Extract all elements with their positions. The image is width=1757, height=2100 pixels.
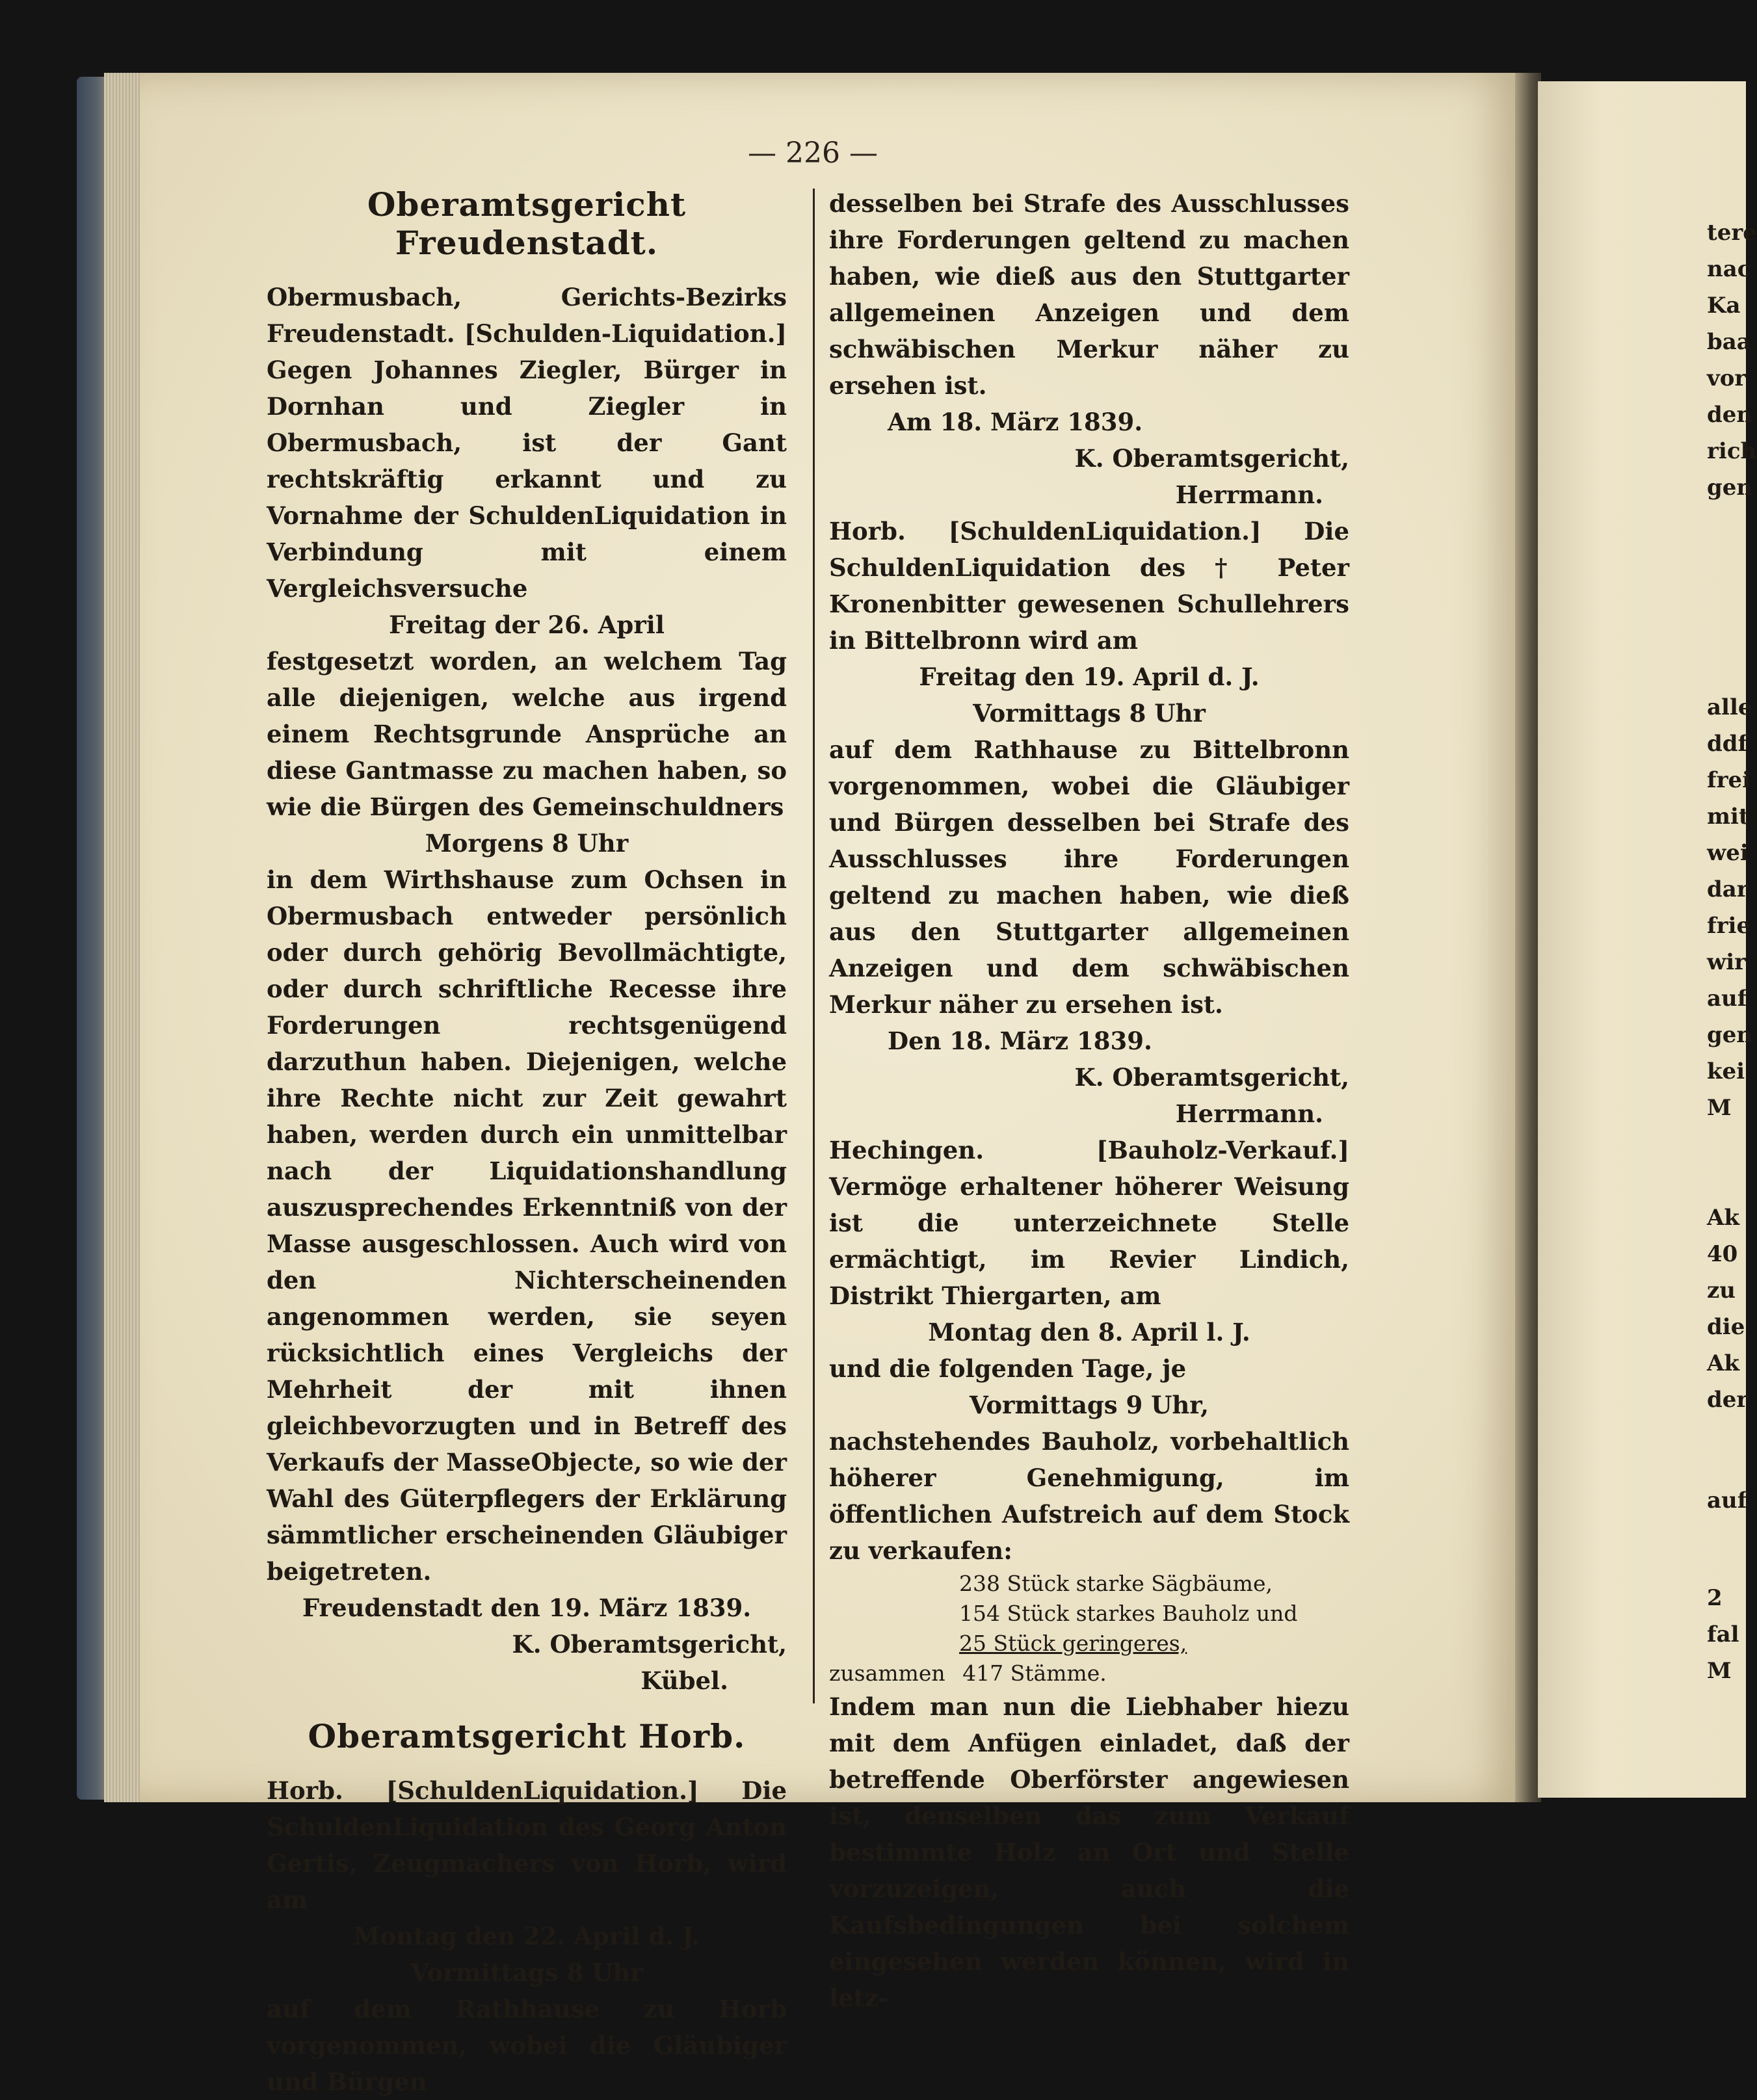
- column-divider: [813, 189, 815, 1703]
- date-line: Freitag der 26. April: [389, 610, 665, 639]
- next-page-fragment-group: [1707, 1580, 1739, 1689]
- fragment: tere: [1707, 220, 1757, 246]
- section-heading: Oberamtsgericht Freudenstadt.: [367, 185, 687, 262]
- list-item: 25 Stück geringeres,: [959, 1631, 1187, 1656]
- paragraph: Indem man nun die Liebhaber hiezu mit dem Anfügen einladet, daß der betreffende Oberförster angewiesen ist, denselben das zum Verkauf bestimmte Holz an Ort und Stelle vorzuzeigen, auch die Kaufsbedingungen bei solchem eingesehen werden können, wird in letz-: [829, 1692, 1349, 2012]
- signature-office: K. Oberamtsgericht,: [512, 1630, 787, 1659]
- fragment: mit: [1707, 804, 1749, 830]
- signature-name: Herrmann.: [1175, 480, 1323, 509]
- fragment: ddf: [1707, 731, 1748, 757]
- fragment: alle: [1707, 694, 1752, 720]
- fragment: 40: [1707, 1241, 1738, 1267]
- paragraph: festgesetzt worden, an welchem Tag alle diejenigen, welche aus irgend einem Rechtsgrunde Ansprüche an diese Gantmasse zu machen haben, so wie die Bürgen des Gemeinschuldners: [267, 647, 787, 821]
- fragment: die: [1707, 1314, 1745, 1340]
- fragment: M: [1707, 1658, 1732, 1684]
- date-line: Montag den 8. April l. J.: [928, 1318, 1250, 1346]
- paragraph: Horb. [SchuldenLiquidation.] Die SchuldenLiquidation des Georg Anton Gertis, Zeugmachers von Horb, wird am: [267, 1776, 787, 1914]
- paragraph: auf dem Rathhause zu Bittelbronn vorgenommen, wobei die Gläubiger und Bürgen desselben bei Strafe des Ausschlusses ihre Forderungen geltend zu machen haben, wie dieß aus den Stuttgarter allgemeinen Anzeigen und dem schwäbischen Merkur näher zu ersehen ist.: [829, 735, 1349, 1019]
- fragment: Ka: [1707, 293, 1741, 319]
- page-number: — 226 —: [748, 137, 878, 170]
- fragment: baa: [1707, 329, 1751, 355]
- fragment: frei: [1707, 767, 1751, 793]
- signature-date: Freudenstadt den 19. März 1839.: [302, 1594, 752, 1622]
- right-column: [829, 185, 1349, 2016]
- page-edges: [104, 73, 143, 1802]
- section-heading: Oberamtsgericht Horb.: [308, 1717, 746, 1755]
- timber-total: [829, 1659, 1349, 1688]
- fragment: frie: [1707, 913, 1751, 939]
- signature-name: Herrmann.: [1175, 1099, 1323, 1128]
- next-page-fragment-group: [1707, 215, 1757, 506]
- timber-list: [959, 1569, 1349, 1659]
- paragraph: in dem Wirthshause zum Ochsen in Obermusbach entweder persönlich oder durch gehörig Bevollmächtigte, oder durch schriftliche Recesse ihre Forderungen rechtsgenügend darzuthun haben. Diejenigen, welche ihre Rechte nicht zur Zeit gewahrt haben, werden durch ein unmittelbar nach der Liquidationshandlung auszusprechendes Erkenntniß von der Masse ausgeschlossen. Auch wird von den Nichterscheinenden angenommen werden, sie seyen rücksichtlich eines Vergleichs der Mehrheit der mit ihnen gleichbevorzugten und in Betreff des Verkaufs der MasseObjecte, so wie der Wahl des Güterpflegers der Erklärung sämmtlicher erscheinenden Gläubiger beigetreten.: [267, 865, 787, 1586]
- signature-date: Am 18. März 1839.: [888, 408, 1143, 436]
- left-column: [267, 185, 787, 2100]
- fragment: fal: [1707, 1621, 1739, 1647]
- book-gutter: [1515, 73, 1541, 1802]
- list-item: 154 Stück starkes Bauholz und: [959, 1601, 1298, 1626]
- list-item: 238 Stück starke Sägbäume,: [959, 1571, 1273, 1596]
- fragment: zu: [1707, 1278, 1736, 1304]
- time-line: Vormittags 9 Uhr,: [970, 1391, 1209, 1419]
- fragment: der: [1707, 1387, 1749, 1413]
- paragraph: Obermusbach, Gerichts-Bezirks Freudenstadt. [Schulden-Liquidation.] Gegen Johannes Ziegler, Bürger in Dornhan und Ziegler in Obermusbach, ist der Gant rechtskräftig erkannt und zu Vornahme der SchuldenLiquidation in Verbindung mit einem Vergleichsversuche: [267, 283, 787, 603]
- date-line: Montag den 22. April d. J.: [353, 1922, 700, 1950]
- fragment: wei: [1707, 840, 1749, 866]
- fragment: kei: [1707, 1058, 1745, 1084]
- fragment: wir: [1707, 949, 1747, 975]
- next-page-fragment-group: [1707, 689, 1752, 1126]
- paragraph: Horb. [SchuldenLiquidation.] Die SchuldenLiquidation des † Peter Kronenbitter gewesenen Schullehrers in Bittelbronn wird am: [829, 517, 1349, 655]
- paragraph: und die folgenden Tage, je: [829, 1354, 1187, 1383]
- time-line: Vormittags 8 Uhr: [973, 699, 1206, 728]
- time-line: Morgens 8 Uhr: [425, 829, 629, 858]
- fragment: nac: [1707, 256, 1751, 282]
- fragment: den: [1707, 402, 1753, 428]
- fragment: auf: [1707, 986, 1747, 1012]
- fragment: gen: [1707, 1022, 1753, 1048]
- fragment: 2: [1707, 1585, 1723, 1611]
- fragment: gen: [1707, 475, 1753, 501]
- total-value: 417 Stämme.: [962, 1660, 1107, 1686]
- paragraph: desselben bei Strafe des Ausschlusses ihre Forderungen geltend zu machen haben, wie dieß aus den Stuttgarter allgemeinen Anzeigen und dem schwäbischen Merkur näher zu ersehen ist.: [829, 189, 1349, 400]
- paragraph: Hechingen. [Bauholz-Verkauf.] Vermöge erhaltener höherer Weisung ist die unterzeichnete Stelle ermächtigt, im Revier Lindich, Distrikt Thiergarten, am: [829, 1136, 1349, 1310]
- total-label: zusammen: [829, 1660, 945, 1686]
- paragraph: auf dem Rathhause zu Horb vorgenommen, wobei die Gläubiger und Bürgen: [267, 1995, 787, 2096]
- signature-office: K. Oberamtsgericht,: [1074, 1063, 1349, 1092]
- fragment: rich: [1707, 438, 1757, 464]
- signature-name: Kübel.: [641, 1666, 728, 1695]
- fragment: M: [1707, 1095, 1732, 1121]
- fragment: vor: [1707, 365, 1747, 391]
- fragment: Ak: [1707, 1205, 1739, 1231]
- next-page-fragment-group: [1707, 1200, 1748, 1418]
- signature-date: Den 18. März 1839.: [888, 1027, 1152, 1055]
- paragraph: nachstehendes Bauholz, vorbehaltlich höherer Genehmigung, im öffentlichen Aufstreich auf dem Stock zu verkaufen:: [829, 1427, 1349, 1565]
- next-page-fragment: auf: [1707, 1488, 1747, 1514]
- time-line: Vormittags 8 Uhr: [410, 1958, 643, 1987]
- fragment: dar: [1707, 876, 1749, 902]
- signature-office: K. Oberamtsgericht,: [1074, 444, 1349, 473]
- date-line: Freitag den 19. April d. J.: [919, 663, 1260, 691]
- fragment: Ak: [1707, 1350, 1739, 1376]
